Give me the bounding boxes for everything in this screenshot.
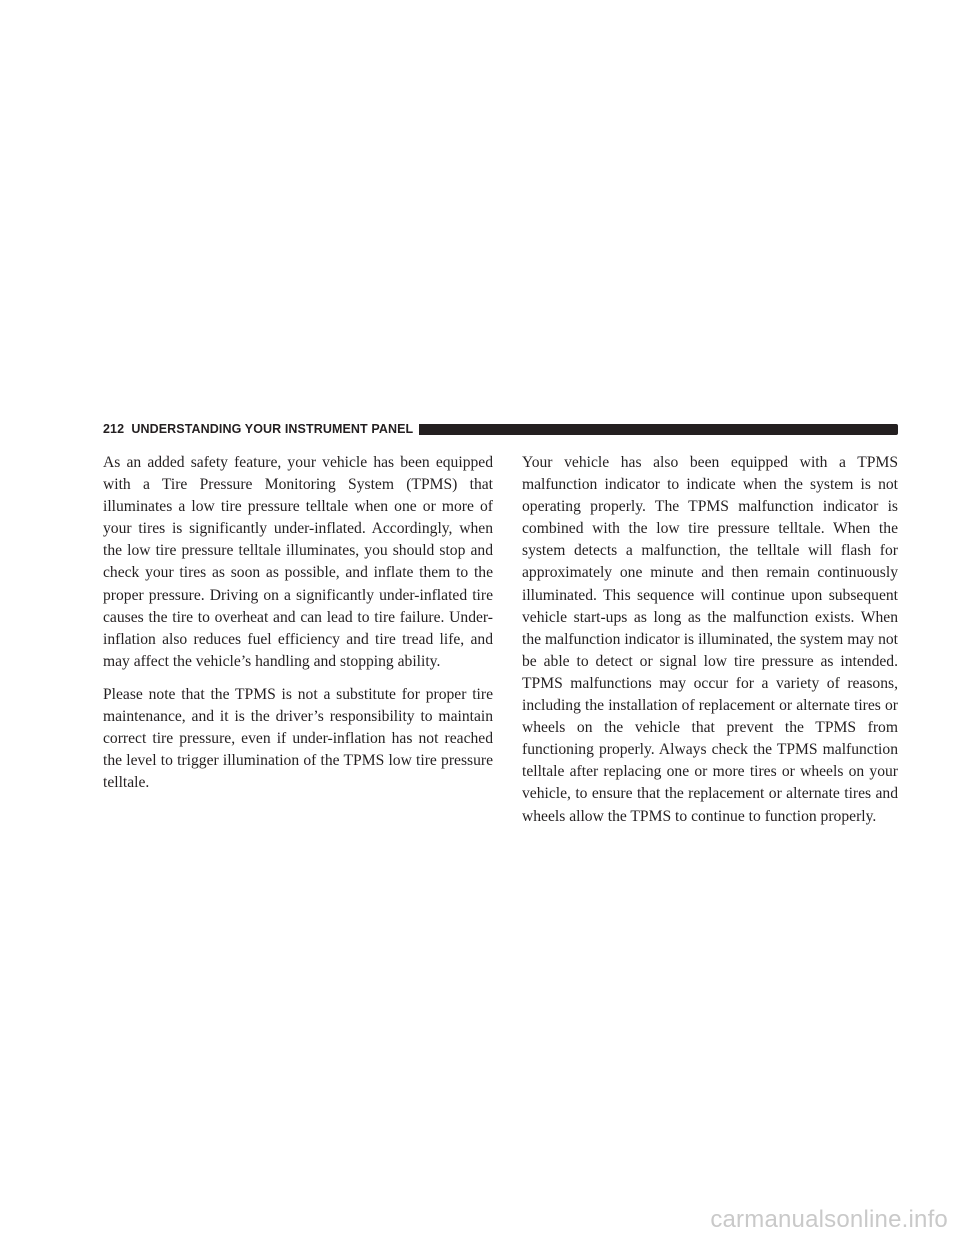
paragraph-tpms-malfunction: Your vehicle has also been equipped with a TPMS malfunction indicator to indicate when the system is not operating properly. The TPMS malfunction indicator is combined with the low tire pressure telltale. When the system detects a malfunction, the telltale will flash for approximately one minute and then remain continuously illuminated. This sequence will continue upon subsequent vehicle start-ups as long as the malfunction exists. When the malfunction indicator is illuminated, the system may not be able to detect or signal low tire pressure as intended. TPMS malfunctions may occur for a variety of reasons, including the installation of replacement or alternate tires or wheels on the vehicle that prevent the TPMS from functioning properly. Always check the TPMS malfunction telltale after replacing one or more tires or wheels on your vehicle, to ensure that the replacement or alternate tires and wheels allow the TPMS to continue to function properly. (522, 454, 898, 825)
left-column (103, 452, 493, 805)
paragraph-tpms-note: Please note that the TPMS is not a substitute for proper tire maintenance, and it is the driver’s responsibility to maintain correct tire pressure, even if under-inflation has not reached the level to trigger illumination of the TPMS low tire pressure telltale. (103, 685, 493, 792)
header-rule (419, 424, 898, 435)
section-title: UNDERSTANDING YOUR INSTRUMENT PANEL (131, 422, 414, 436)
watermark-text: carmanualsonline.info (710, 1206, 948, 1233)
page-number: 212 (103, 422, 125, 436)
right-column (522, 452, 898, 839)
paragraph-tpms-intro: As an added safety feature, your vehicle has been equipped with a Tire Pressure Monitoring System (TPMS) that illuminates a low tire pressure telltale when one or more of your tires is significantly under-inflated. Accordingly, when the low tire pressure telltale illuminates, you should stop and check your tires as soon as possible, and inflate them to the proper pressure. Driving on a significantly under-inflated tire causes the tire to overheat and can lead to tire failure. Under-inflation also reduces fuel efficiency and tire tread life, and may affect the vehicle’s handling and stopping ability. (103, 454, 493, 670)
page-header-text (103, 422, 413, 436)
page-header (103, 421, 898, 437)
